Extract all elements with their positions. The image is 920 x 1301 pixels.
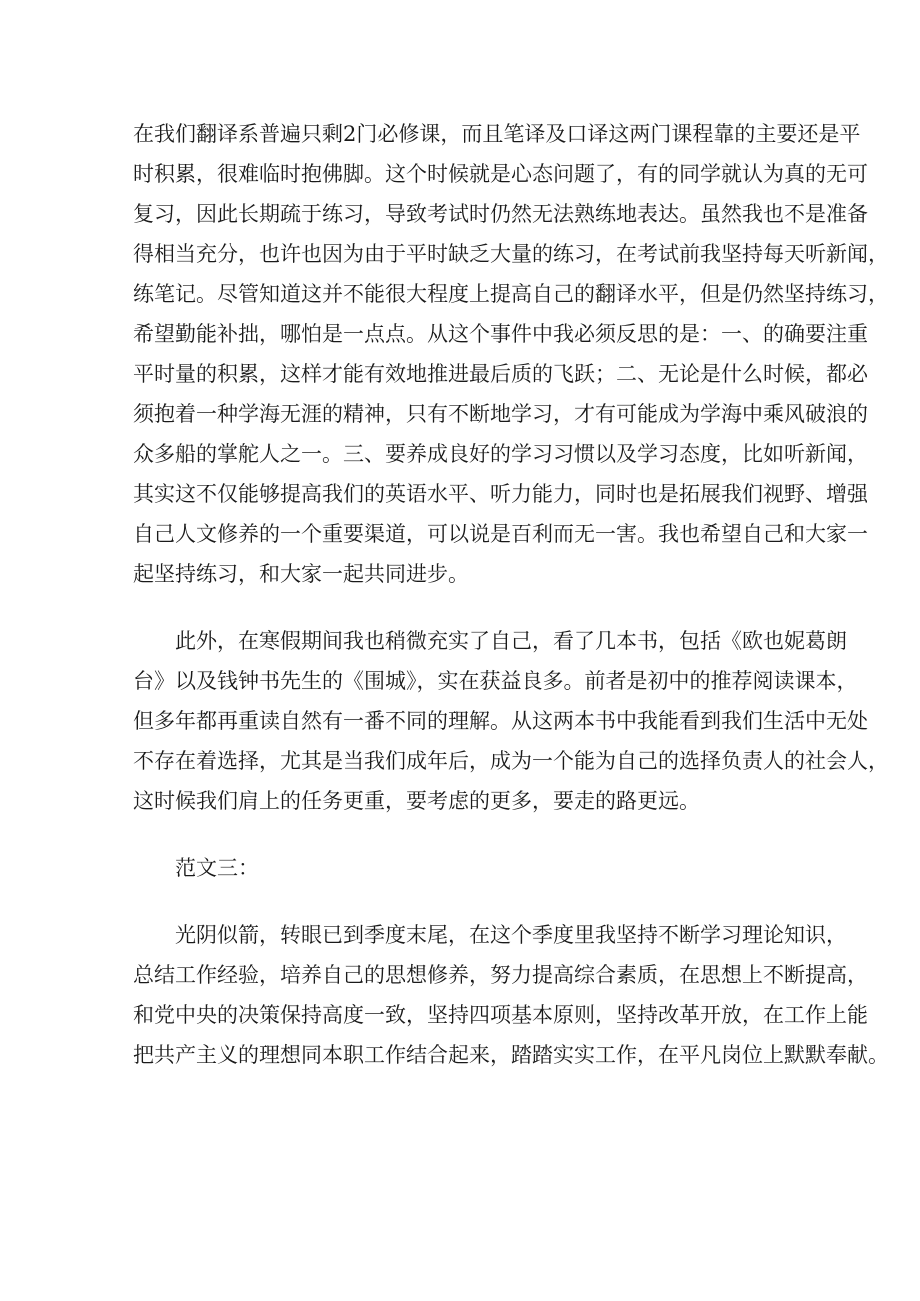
- text-line: 此外，在寒假期间我也稍微充实了自己，看了几本书，包括《欧也妮葛朗: [175, 629, 847, 653]
- paragraph: [133, 621, 889, 821]
- text-line: 得相当充分，也许也因为由于平时缺乏大量的练习，在考试前我坚持每天听新闻，: [133, 242, 889, 266]
- text-line: 不存在着选择，尤其是当我们成年后，成为一个能为自己的选择负责人的社会人，: [133, 749, 889, 773]
- text-line: 把共产主义的理想同本职工作结合起来，踏踏实实工作，在平凡岗位上默默奉献。: [133, 1043, 889, 1067]
- text-line: 台》以及钱钟书先生的《围城》，实在获益良多。前者是初中的推荐阅读课本，: [133, 669, 858, 693]
- text-line: 光阴似箭，转眼已到季度末尾，在这个季度里我坚持不断学习理论知识，: [175, 923, 847, 947]
- section-heading: [133, 848, 823, 888]
- text-line: 复习，因此长期疏于练习，导致考试时仍然无法熟练地表达。虽然我也不是准备: [133, 202, 868, 226]
- text-line: 这时候我们肩上的任务更重，要考虑的更多，要走的路更远。: [133, 789, 700, 813]
- paragraph: [133, 915, 889, 1075]
- text-line: 和党中央的决策保持高度一致，坚持四项基本原则，坚持改革开放，在工作上能: [133, 1003, 868, 1027]
- paragraph: [133, 114, 889, 594]
- text-line: 希望勤能补拙，哪怕是一点点。从这个事件中我必须反思的是：一、的确要注重: [133, 322, 868, 346]
- text-line: 须抱着一种学海无涯的精神，只有不断地学习，才有可能成为学海中乘风破浪的: [133, 402, 868, 426]
- text-line: 在我们翻译系普遍只剩2门必修课，而且笔译及口译这两门课程靠的主要还是平: [133, 122, 861, 146]
- text-line: 其实这不仅能够提高我们的英语水平、听力能力，同时也是拓展我们视野、增强: [133, 482, 868, 506]
- text-line: 总结工作经验，培养自己的思想修养，努力提高综合素质，在思想上不断提高，: [133, 963, 868, 987]
- text-line: 练笔记。尽管知道这并不能很大程度上提高自己的翻译水平，但是仍然坚持练习，: [133, 282, 889, 306]
- text-line: 起坚持练习，和大家一起共同进步。: [133, 562, 469, 586]
- text-line: 但多年都再重读自然有一番不同的理解。从这两本书中我能看到我们生活中无处: [133, 709, 868, 733]
- text-line: 时积累，很难临时抱佛脚。这个时候就是心态问题了，有的同学就认为真的无可: [133, 162, 868, 186]
- document-body: [133, 114, 889, 1075]
- text-line: 范文三：: [175, 856, 259, 880]
- text-line: 平时量的积累，这样才能有效地推进最后质的飞跃；二、无论是什么时候，都必: [133, 362, 868, 386]
- text-line: 自己人文修养的一个重要渠道，可以说是百利而无一害。我也希望自己和大家一: [133, 522, 868, 546]
- text-line: 众多船的掌舵人之一。三、要养成良好的学习习惯以及学习态度，比如听新闻，: [133, 442, 868, 466]
